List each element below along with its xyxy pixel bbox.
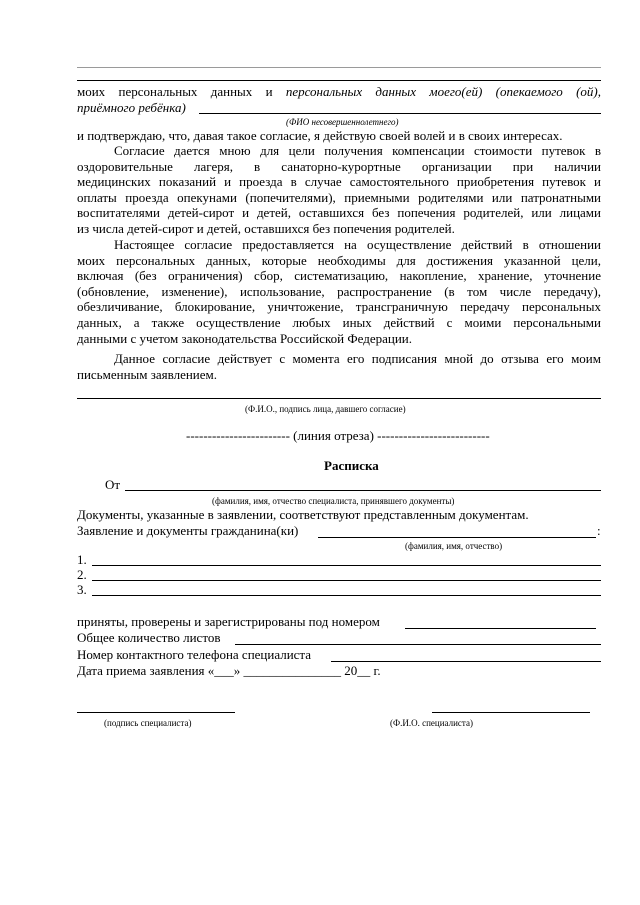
total-sheets-field bbox=[235, 644, 601, 645]
consent-paragraph-3: Данное согласие действует с момента его подписания мной до отзыва его моим письменным заявлением. bbox=[77, 351, 601, 382]
documents-match-text: Документы, указанные в заявлении, соответствуют представленным документам. bbox=[77, 507, 529, 522]
registration-number-field bbox=[405, 628, 596, 629]
application-label: Заявление и документы гражданина(ки) bbox=[77, 523, 299, 538]
consent-paragraph-2: Настоящее согласие предоставляется на осуществление действий в отношении моих персональных данных, которые необходимы для достижения указанной цели, включая (без ограничения) сбор, систематизацию, накопление, хранение, уточнение (обновление, изменение), использование, распространение (в том числе передачу), обезличивание, блокирование, уничтожение, трансграничную передачу персональных данных, а также осуществление любых иных действий с моими персональными данными с учетом законодательства Российской Федерации. bbox=[77, 237, 601, 346]
total-sheets-label: Общее количество листов bbox=[77, 630, 221, 645]
phone-label: Номер контактного телефона специалиста bbox=[77, 647, 312, 662]
specialist-signature-field bbox=[77, 712, 235, 713]
specialist-fio-field bbox=[432, 712, 590, 713]
item-field-2 bbox=[92, 580, 601, 581]
receipt-title: Расписка bbox=[324, 458, 379, 473]
consent-signature-field bbox=[77, 398, 601, 399]
item-number-2: 2. bbox=[77, 567, 87, 582]
top-rule-2 bbox=[77, 80, 601, 81]
item-field-1 bbox=[92, 565, 601, 566]
item-field-3 bbox=[92, 595, 601, 596]
registered-label: приняты, проверены и зарегистрированы под номером bbox=[77, 614, 380, 629]
item-number-1: 1. bbox=[77, 552, 87, 567]
item-number-3: 3. bbox=[77, 582, 87, 597]
consent-line-1: моих персональных данных и персональных данных моего(ей) (опекаемого (ой), bbox=[77, 84, 602, 99]
citizen-name-field bbox=[318, 537, 596, 538]
consent-line-3: и подтверждаю, что, давая такое согласие, я действую своей волей и в своих интересах. bbox=[77, 128, 563, 143]
consent-minor-label: приёмного ребёнка) bbox=[77, 100, 186, 115]
caption-fio: (фамилия, имя, отчество) bbox=[405, 541, 503, 551]
caption-signature-specialist: (подпись специалиста) bbox=[104, 718, 192, 728]
caption-minor: (ФИО несовершеннолетнего) bbox=[286, 117, 399, 127]
from-label: От bbox=[105, 477, 121, 492]
specialist-name-field bbox=[125, 490, 601, 491]
application-colon: : bbox=[597, 523, 601, 538]
consent-paragraph-1: Согласие дается мною для цели получения компенсации стоимости путевок в оздоровительные лагеря, в санаторно-курортные организации при наличии медицинских показаний и проезда в случае самостоятельного приобретения путевок и оплаты проезда опекунами (попечителями), приемными родителями или патронатными воспитателями детей-сирот и детей, оставшихся без попечения родителей, или лицами из числа детей-сирот и детей, оставшихся без попечения родителей. bbox=[77, 143, 601, 236]
phone-field bbox=[331, 661, 601, 662]
caption-consent-signature: (Ф.И.О., подпись лица, давшего согласие) bbox=[245, 404, 406, 414]
caption-fio-specialist: (Ф.И.О. специалиста) bbox=[390, 718, 473, 728]
date-label: Дата приема заявления «___» _______________ 20__ г. bbox=[77, 663, 381, 678]
cut-line: ------------------------ (линия отреза) -------------------------- bbox=[186, 428, 490, 443]
caption-specialist: (фамилия, имя, отчество специалиста, принявшего документы) bbox=[212, 496, 455, 506]
top-rule-1 bbox=[77, 67, 601, 68]
minor-name-field bbox=[199, 113, 601, 114]
